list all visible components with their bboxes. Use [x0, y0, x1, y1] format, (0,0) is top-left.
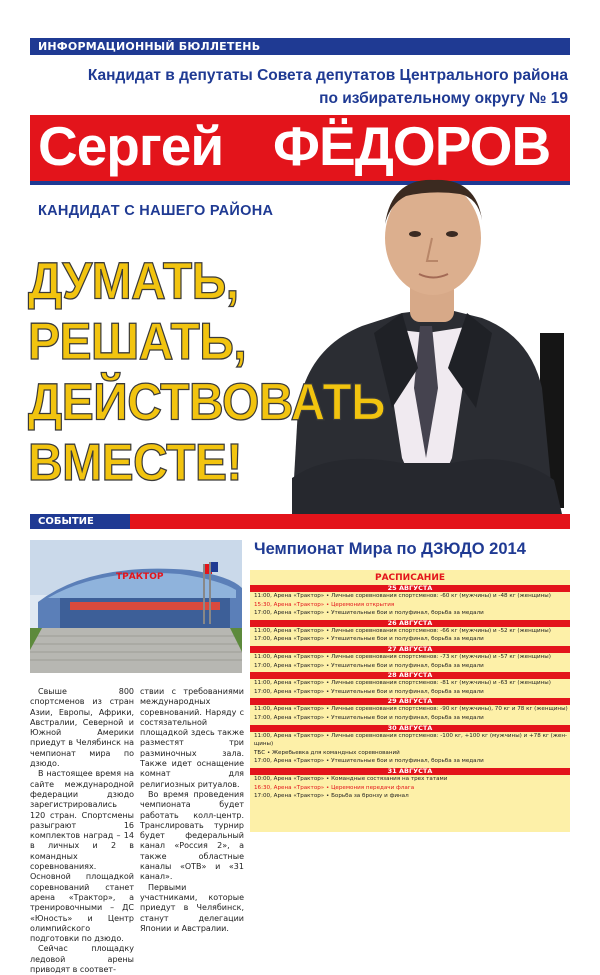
article-paragraph: В настоящее время на сайте международной федерации дзюдо зарегистрировались 120 стран. Спортсмены разыграют 16 комплектов наград – 14 в личных и 2 в командных соревнованиях. Основной площадкой соревнований станет арена «Трактор», а тренировочными – ДС «Юность» и Центр олимпийского подготовки по дзюдо.: [30, 769, 134, 944]
article-column-1: [30, 687, 134, 975]
arena-sign: ТРАКТОР: [116, 572, 164, 582]
schedule-event: 17:00, Арена «Трактор» • Утешительные бои и полуфинал, борьба за медали: [254, 636, 484, 643]
schedule-event: 17:00, Арена «Трактор» • Утешительные бои и полуфинал, борьба за медали: [254, 688, 484, 695]
schedule-date: 26 АВГУСТА: [250, 620, 570, 627]
article-paragraph: Во время проведения чемпионата будет работать колл-центр. Транслировать турнир будет федеральный канал «Россия 2», а также областные каналы «ОТВ» и «31 канал».: [140, 789, 244, 882]
article-paragraph: Сейчас площадку ледовой арены приводят в соответ-: [30, 944, 134, 975]
last-name: ФЁДОРОВ: [273, 115, 551, 177]
slogan-line: РЕШАТЬ,: [28, 313, 247, 371]
schedule-day: [250, 585, 570, 618]
schedule-event: 10:00, Арена «Трактор» • Командные состязания на трех татами: [254, 775, 448, 782]
article-paragraph: ствии с требованиями международных соревнований. Наряду с состязательной площадкой здесь также разместят три разминочных зала. Также идет оснащение комнат для религиозных ритуалов.: [140, 687, 244, 789]
schedule-day: [250, 646, 570, 670]
schedule-event: 11:00, Арена «Трактор» • Личные соревнования спортсменов: -90 кг (мужчины), 70 кг и 78 кг (женщины): [254, 706, 568, 713]
slogan-line: ДЕЙСТВОВАТЬ: [28, 374, 386, 432]
schedule-day: [250, 620, 570, 644]
schedule-event: щины): [254, 741, 274, 748]
schedule-event: 15:30, Арена «Трактор» • Церемония открытия: [254, 601, 395, 608]
schedule-date: 27 АВГУСТА: [250, 646, 570, 653]
schedule-event: 17:00, Арена «Трактор» • Утешительные бои и полуфинал, борьба за медали: [254, 714, 484, 721]
schedule-date: 28 АВГУСТА: [250, 672, 570, 679]
subtitle: КАНДИДАТ С НАШЕГО РАЙОНА: [38, 203, 274, 219]
schedule-date: 25 АВГУСТА: [250, 585, 570, 592]
schedule-event: 17:00, Арена «Трактор» • Утешительные бои и полуфинал, борьба за медали: [254, 758, 484, 765]
schedule-date: 31 АВГУСТА: [250, 768, 570, 775]
article-headline: Чемпионат Мира по ДЗЮДО 2014: [254, 540, 526, 558]
schedule-event: 17:00, Арена «Трактор» • Утешительные бои и полуфинал, борьба за медали: [254, 610, 484, 617]
schedule-event: 16:30, Арена «Трактор» • Церемония передачи флага: [254, 784, 415, 791]
first-name: Сергей: [38, 115, 224, 177]
bulletin-bar: [30, 38, 570, 55]
slogan-line: ВМЕСТЕ!: [28, 434, 242, 492]
schedule-day: [250, 768, 570, 801]
slogan-line: ДУМАТЬ,: [28, 253, 239, 311]
article-column-2: [140, 687, 244, 934]
section-label: СОБЫТИЕ: [30, 514, 130, 529]
schedule-event: 11:00, Арена «Трактор» • Личные соревнования спортсменов: -60 кг (мужчины) и -48 кг (женщины): [254, 593, 551, 599]
schedule-date: 30 АВГУСТА: [250, 725, 570, 732]
schedule-event: 11:00, Арена «Трактор» • Личные соревнования спортсменов: -100 кг, +100 кг (мужчины) и +78 кг (жен-: [254, 732, 568, 739]
article-paragraph: Свыше 800 спортсменов из стран Азии, Европы, Африки, Австралии, Северной и Южной Америки приедут в Челябинск на чемпионат мира по дзюдо.: [30, 687, 134, 769]
schedule-day: [250, 698, 570, 722]
arena-photo: [30, 540, 242, 673]
schedule-event: ТБС • Жеребьевка для командных соревнований: [254, 749, 400, 756]
slogan: [28, 252, 385, 494]
schedule-box: [250, 570, 570, 832]
schedule-event: 11:00, Арена «Трактор» • Личные соревнования спортсменов: -81 кг (мужчины) и -63 кг (женщины): [254, 680, 551, 687]
schedule-day: [250, 672, 570, 696]
schedule-days: [250, 585, 570, 801]
section-bar: [30, 514, 570, 529]
article-paragraph: Первыми участниками, которые приедут в Челябинск, станут делегации Японии и Австралии.: [140, 882, 244, 933]
candidate-info: [88, 64, 568, 110]
schedule-event: 11:00, Арена «Трактор» • Личные соревнования спортсменов: -66 кг (мужчины) и -52 кг (женщины): [254, 627, 551, 634]
bulletin-label: ИНФОРМАЦИОННЫЙ БЮЛЛЕТЕНЬ: [38, 40, 261, 53]
candidate-line-2: по избирательному округу № 19: [319, 90, 568, 107]
candidate-line-1: Кандидат в депутаты Совета депутатов Центрального района: [87, 67, 568, 84]
schedule-day: [250, 725, 570, 766]
schedule-event: 17:00, Арена «Трактор» • Борьба за бронзу и финал: [254, 793, 409, 800]
schedule-title: РАСПИСАНИЕ: [374, 573, 445, 583]
schedule-date: 29 АВГУСТА: [250, 698, 570, 705]
schedule-event: 11:00, Арена «Трактор» • Личные соревнования спортсменов: -73 кг (мужчины) и -57 кг (женщины): [254, 653, 551, 660]
schedule-event: 17:00, Арена «Трактор» • Утешительные бои и полуфинал, борьба за медали: [254, 662, 484, 669]
